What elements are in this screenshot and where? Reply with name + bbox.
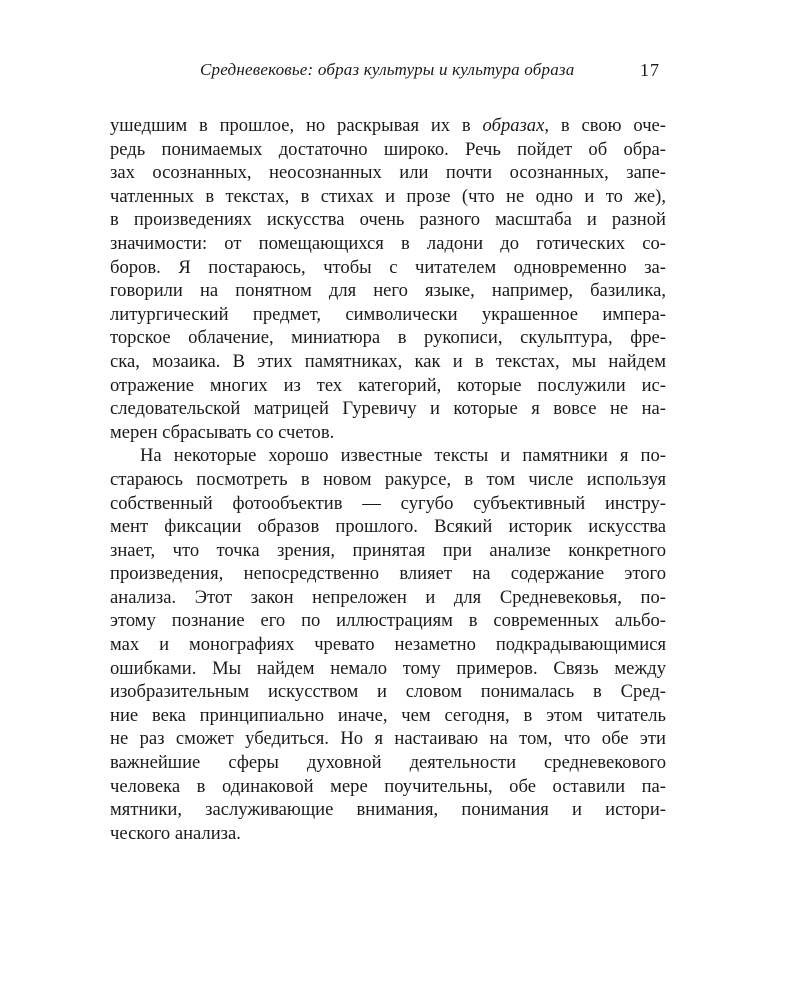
text-line: мерен сбрасывать со счетов. bbox=[110, 421, 335, 443]
running-header bbox=[110, 60, 660, 90]
text-line: знает, что точка зрения, принятая при анализе конкретного bbox=[110, 539, 666, 561]
text-line: ска, мозаика. В этих памятниках, как и в текстах, мы найдем bbox=[110, 350, 666, 372]
text-line: следовательской матрицей Гуревичу и которые я вовсе не на- bbox=[110, 398, 666, 420]
running-title: Средневековье: образ культуры и культура образа bbox=[200, 60, 575, 79]
text-line: значимости: от помещающихся в ладони до готических со- bbox=[110, 232, 666, 254]
text-line: анализа. Этот закон непреложен и для Средневековья, по- bbox=[110, 586, 666, 608]
text-line: зах осознанных, неосознанных или почти осознанных, запе- bbox=[110, 162, 666, 184]
page-number: 17 bbox=[640, 60, 660, 80]
text-line: ние века принципиально иначе, чем сегодня, в этом читатель bbox=[110, 704, 666, 726]
text-line: отражение многих из тех категорий, которые послужили ис- bbox=[110, 374, 666, 396]
text-line: ческого анализа. bbox=[110, 822, 241, 844]
text-line: боров. Я постараюсь, чтобы с читателем одновременно за- bbox=[110, 256, 666, 278]
text-line: мятники, заслуживающие внимания, понимания и истори- bbox=[110, 799, 666, 821]
text-line: произведения, непосредственно влияет на содержание этого bbox=[110, 563, 666, 585]
emphasis: образах bbox=[482, 115, 545, 136]
text-line: мент фиксации образов прошлого. Всякий историк искусства bbox=[110, 516, 666, 538]
text-line: На некоторые хорошо известные тексты и памятники я по- bbox=[140, 445, 666, 467]
text-line: чатленных в текстах, в стихах и прозе (что не одно и то же), bbox=[110, 185, 666, 207]
text-line: говорили на понятном для него языке, например, базилика, bbox=[110, 280, 666, 302]
text-line: в произведениях искусства очень разного масштаба и разной bbox=[110, 209, 666, 231]
text-line: ошибками. Мы найдем немало тому примеров. Связь между bbox=[110, 657, 666, 679]
text-line: собственный фотообъектив — сугубо субъективный инстру- bbox=[110, 492, 666, 514]
text-line: этому познание его по иллюстрациям в современных альбо- bbox=[110, 610, 666, 632]
text-line: торское облачение, миниатюра в рукописи, скульптура, фре- bbox=[110, 327, 666, 349]
text-line: стараюсь посмотреть в новом ракурсе, в том числе используя bbox=[110, 468, 666, 490]
text-line: ушедшим в прошлое, но раскрывая их в образах, в свою оче- bbox=[110, 115, 666, 136]
text-line: не раз сможет убедиться. Но я настаиваю на том, что обе эти bbox=[110, 728, 666, 750]
body-text bbox=[110, 114, 666, 845]
text-line: изобразительным искусством и словом понималась в Сред- bbox=[110, 681, 666, 703]
text-line: мах и монографиях чревато незаметно подкрадывающимися bbox=[110, 634, 666, 656]
text-line: литургический предмет, символически украшенное импера- bbox=[110, 303, 666, 325]
paragraph-2 bbox=[110, 444, 666, 845]
text-line: важнейшие сферы духовной деятельности средневекового bbox=[110, 752, 666, 774]
paragraph-1 bbox=[110, 114, 666, 444]
text-line: человека в одинаковой мере поучительны, обе оставили па- bbox=[110, 775, 666, 797]
text-line: редь понимаемых достаточно широко. Речь пойдет об обра- bbox=[110, 138, 666, 160]
